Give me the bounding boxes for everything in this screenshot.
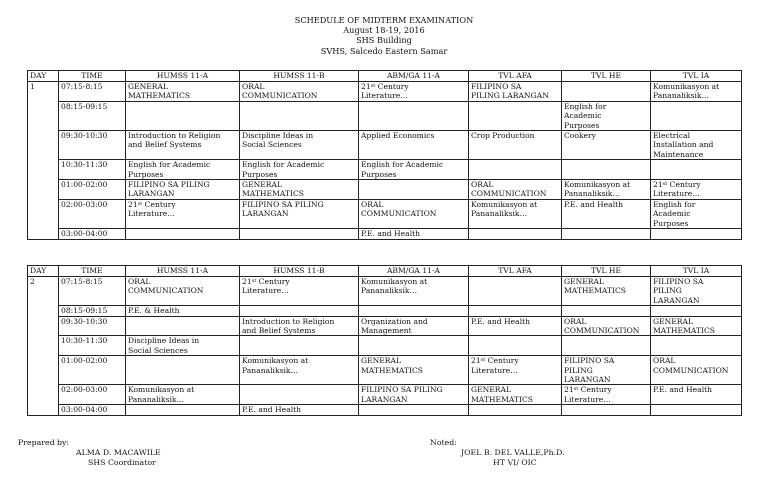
table-row: [28, 405, 742, 415]
subject-cell: 21st Century Literature…: [469, 356, 562, 385]
subject-cell: English for Academic Purposes: [562, 101, 651, 130]
subject-cell: ORAL COMMUNICATION: [562, 316, 651, 336]
time-cell: 07:15-8:15: [59, 82, 126, 102]
noted-by-title: HT VI/ OIC: [493, 458, 537, 467]
subject-cell: P.E. and Health: [240, 405, 359, 415]
day-cell: [28, 131, 59, 160]
time-cell: 02:00-03:00: [59, 199, 126, 228]
noted-label: Noted:: [430, 438, 457, 447]
subject-cell: [562, 229, 651, 239]
table-row: [28, 356, 742, 385]
subject-cell: [126, 356, 240, 385]
subject-cell: Komunikasyon at Pananaliksik…: [469, 199, 562, 228]
subject-cell: [240, 229, 359, 239]
time-cell: 09:30-10:30: [59, 131, 126, 160]
time-cell: 10:30-11:30: [59, 160, 126, 180]
time-cell: 09:30-10:30: [59, 316, 126, 336]
prepared-by-label: Prepared by:: [18, 438, 70, 447]
subject-cell: GENERAL MATHEMATICS: [562, 277, 651, 306]
day-cell: 1: [28, 82, 59, 102]
subject-cell: FILIPINO SA PILING LARANGAN: [562, 356, 651, 385]
subject-cell: P.E. and Health: [469, 316, 562, 336]
table-row: [28, 316, 742, 336]
subject-cell: P.E. and Health: [651, 385, 742, 405]
subject-cell: FILIPINO SA PILING LARANGAN: [469, 82, 562, 102]
day-cell: [28, 405, 59, 415]
day-cell: 2: [28, 277, 59, 306]
day-cell: [28, 229, 59, 239]
subject-cell: GENERAL MATHEMATICS: [126, 82, 240, 102]
subject-cell: [562, 160, 651, 180]
subject-cell: ORAL COMMUNICATION: [240, 82, 359, 102]
subject-cell: 21st Century Literature…: [651, 180, 742, 200]
subject-cell: FILIPINO SA PILING LARANGAN: [651, 277, 742, 306]
subject-cell: English for Academic Purposes: [240, 160, 359, 180]
subject-cell: [651, 160, 742, 180]
column-header: TIME: [59, 266, 126, 277]
exam-date: August 18-19, 2016: [343, 25, 425, 36]
subject-cell: Electrical Installation and Maintenance: [651, 131, 742, 160]
column-header: HUMSS 11-B: [240, 266, 359, 277]
subject-cell: ORAL COMMUNICATION: [469, 180, 562, 200]
subject-cell: FILIPINO SA PILING LARANGAN: [240, 199, 359, 228]
column-header: ABM/GA 11-A: [359, 71, 469, 82]
subject-cell: Discipline Ideas in Social Sciences: [240, 131, 359, 160]
subject-cell: [651, 306, 742, 316]
subject-cell: Komunikasyon at Pananaliksik…: [240, 356, 359, 385]
subject-cell: [562, 82, 651, 102]
subject-cell: Introduction to Religion and Belief Systems: [126, 131, 240, 160]
subject-cell: 21st Century Literature…: [359, 82, 469, 102]
subject-cell: [359, 336, 469, 356]
column-header: HUMSS 11-A: [126, 71, 240, 82]
time-cell: 10:30-11:30: [59, 336, 126, 356]
subject-cell: ORAL COMMUNICATION: [651, 356, 742, 385]
subject-cell: 21st Century Literature…: [126, 199, 240, 228]
subject-cell: Introduction to Religion and Belief Systems: [240, 316, 359, 336]
subject-cell: [240, 385, 359, 405]
subject-cell: FILIPINO SA PILING LARANGAN: [126, 180, 240, 200]
subject-cell: [469, 229, 562, 239]
day-cell: [28, 306, 59, 316]
subject-cell: GENERAL MATHEMATICS: [469, 385, 562, 405]
subject-cell: [126, 229, 240, 239]
subject-cell: English for Academic Purposes: [359, 160, 469, 180]
subject-cell: Crop Production: [469, 131, 562, 160]
column-header: TIME: [59, 71, 126, 82]
column-header: TVL AFA: [469, 71, 562, 82]
column-header: TVL IA: [651, 71, 742, 82]
subject-cell: [651, 336, 742, 356]
subject-cell: [469, 277, 562, 306]
table-row: [28, 180, 742, 200]
day-cell: [28, 101, 59, 130]
time-cell: 01:00-02:00: [59, 356, 126, 385]
subject-cell: [469, 336, 562, 356]
day-cell: [28, 160, 59, 180]
day-cell: [28, 180, 59, 200]
document-header: [0, 15, 768, 56]
day-cell: [28, 199, 59, 228]
subject-cell: [651, 229, 742, 239]
table-row: [28, 82, 742, 102]
column-header: TVL AFA: [469, 266, 562, 277]
column-header: HUMSS 11-A: [126, 266, 240, 277]
subject-cell: P.E. & Health: [126, 306, 240, 316]
subject-cell: [651, 101, 742, 130]
time-cell: 08:15-09:15: [59, 306, 126, 316]
subject-cell: [562, 336, 651, 356]
subject-cell: [126, 316, 240, 336]
table-header-row: [28, 266, 742, 277]
subject-cell: GENERAL MATHEMATICS: [240, 180, 359, 200]
subject-cell: Komunikasyon at Pananaliksik…: [359, 277, 469, 306]
subject-cell: Organization and Management: [359, 316, 469, 336]
school-name: SVHS, Salcedo Eastern Samar: [320, 45, 448, 56]
subject-cell: GENERAL MATHEMATICS: [651, 316, 742, 336]
column-header: TVL HE: [562, 266, 651, 277]
subject-cell: [562, 405, 651, 415]
subject-cell: Komunikasyon at Pananaliksik…: [562, 180, 651, 200]
subject-cell: P.E. and Health: [359, 229, 469, 239]
subject-cell: [240, 101, 359, 130]
subject-cell: Discipline Ideas in Social Sciences: [126, 336, 240, 356]
building-name: SHS Building: [356, 35, 412, 46]
day2-schedule-table: [27, 265, 742, 416]
subject-cell: [651, 405, 742, 415]
subject-cell: [359, 101, 469, 130]
time-cell: 07:15-8:15: [59, 277, 126, 306]
subject-cell: [240, 306, 359, 316]
subject-cell: Applied Economics: [359, 131, 469, 160]
subject-cell: [469, 405, 562, 415]
subject-cell: [359, 180, 469, 200]
table-row: [28, 306, 742, 316]
table-row: [28, 101, 742, 130]
day1-schedule-table: [27, 70, 742, 240]
subject-cell: [469, 160, 562, 180]
table-row: [28, 229, 742, 239]
table-row: [28, 131, 742, 160]
day-cell: [28, 316, 59, 336]
time-cell: 03:00-04:00: [59, 405, 126, 415]
subject-cell: [359, 306, 469, 316]
table-row: [28, 336, 742, 356]
table-row: [28, 385, 742, 405]
day-cell: [28, 336, 59, 356]
table-row: [28, 199, 742, 228]
subject-cell: [240, 336, 359, 356]
subject-cell: Komunikasyon at Pananaliksik…: [126, 385, 240, 405]
noted-by-name: JOEL B. DEL VALLE,Ph.D.: [461, 448, 565, 457]
subject-cell: [469, 306, 562, 316]
subject-cell: English for Academic Purposes: [126, 160, 240, 180]
time-cell: 02:00-03:00: [59, 385, 126, 405]
subject-cell: Cookery: [562, 131, 651, 160]
subject-cell: FILIPINO SA PILING LARANGAN: [359, 385, 469, 405]
table-row: [28, 277, 742, 306]
subject-cell: GENERAL MATHEMATICS: [359, 356, 469, 385]
subject-cell: [469, 101, 562, 130]
subject-cell: English for Academic Purposes: [651, 199, 742, 228]
prepared-by-title: SHS Coordinator: [88, 458, 156, 467]
column-header: TVL HE: [562, 71, 651, 82]
subject-cell: Komunikasyon at Pananaliksik…: [651, 82, 742, 102]
table-header-row: [28, 71, 742, 82]
subject-cell: 21st Century Literature…: [562, 385, 651, 405]
subject-cell: P.E. and Health: [562, 199, 651, 228]
subject-cell: ORAL COMMUNICATION: [359, 199, 469, 228]
column-header: HUMSS 11-B: [240, 71, 359, 82]
subject-cell: 21st Century Literature…: [240, 277, 359, 306]
day-cell: [28, 356, 59, 385]
subject-cell: [126, 101, 240, 130]
subject-cell: [562, 306, 651, 316]
prepared-by-name: ALMA D. MACAWILE: [76, 448, 161, 457]
column-header: DAY: [28, 266, 59, 277]
column-header: ABM/GA 11-A: [359, 266, 469, 277]
column-header: DAY: [28, 71, 59, 82]
subject-cell: ORAL COMMUNICATION: [126, 277, 240, 306]
day-cell: [28, 385, 59, 405]
subject-cell: [359, 405, 469, 415]
time-cell: 03:00-04:00: [59, 229, 126, 239]
subject-cell: [126, 405, 240, 415]
time-cell: 08:15-09:15: [59, 101, 126, 130]
time-cell: 01:00-02:00: [59, 180, 126, 200]
table-row: [28, 160, 742, 180]
document-title: SCHEDULE OF MIDTERM EXAMINATION: [294, 15, 474, 25]
column-header: TVL IA: [651, 266, 742, 277]
